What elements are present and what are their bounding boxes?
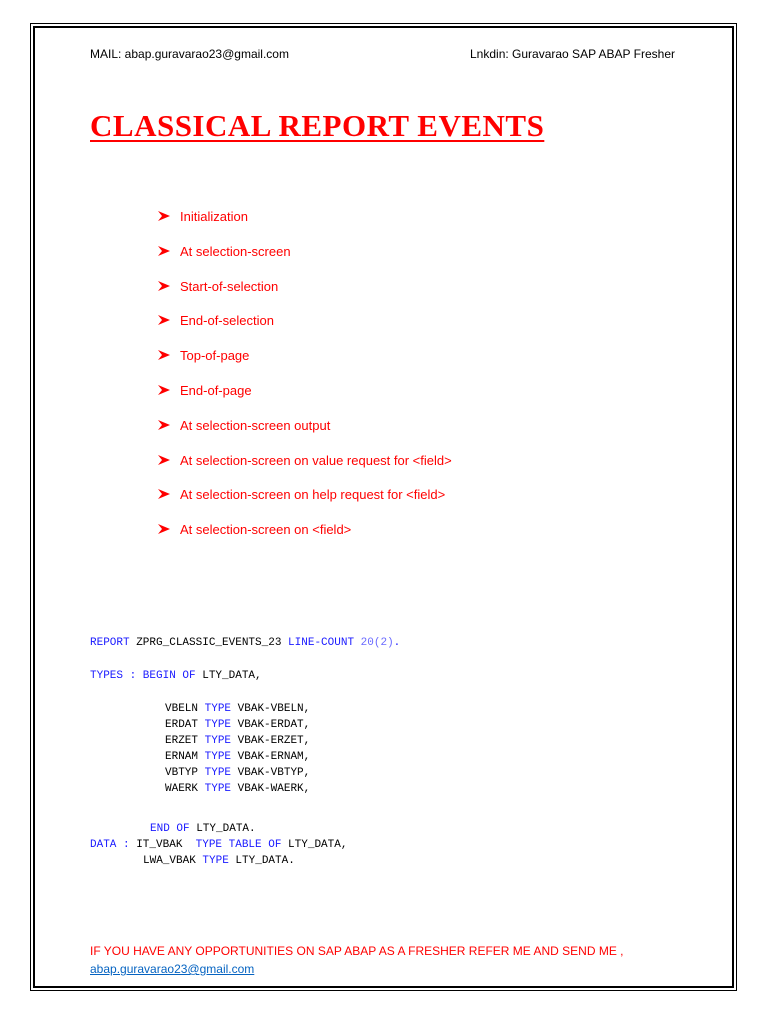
event-label: Top-of-page <box>180 348 250 364</box>
code-field-type: VBAK-ERDAT, <box>237 719 311 731</box>
arrow-bullet-icon <box>158 453 180 467</box>
event-list-item <box>158 522 452 557</box>
code-field-type: VBAK-VBTYP, <box>237 767 311 779</box>
arrow-bullet-icon <box>158 522 180 536</box>
code-field-line <box>165 782 310 796</box>
arrow-bullet-icon <box>158 418 180 432</box>
code-text: LTY_DATA, <box>195 670 262 682</box>
event-label: At selection-screen <box>180 243 291 259</box>
arrow-bullet-icon <box>158 383 180 397</box>
footer-email-link[interactable]: abap.guravarao23@gmail.com <box>90 962 255 976</box>
code-text: IT_VBAK <box>129 839 196 851</box>
code-text: LWA_VBAK <box>143 855 203 867</box>
code-keyword: LINE-COUNT <box>288 637 355 649</box>
code-types-line <box>90 669 262 683</box>
code-keyword: TYPE <box>204 735 232 747</box>
code-text: LTY_DATA. <box>189 823 256 835</box>
event-label: End-of-page <box>180 382 252 398</box>
code-report-line <box>90 636 400 650</box>
arrow-bullet-icon <box>158 244 180 258</box>
event-list-item <box>158 453 452 488</box>
arrow-bullet-icon <box>158 348 180 362</box>
code-field-line <box>165 750 310 764</box>
code-field-name: ERZET <box>165 735 199 747</box>
header-mail: MAIL: abap.guravarao23@gmail.com <box>90 47 289 61</box>
code-data-line <box>90 838 347 852</box>
arrow-bullet-icon <box>158 209 180 223</box>
header-linkedin: Lnkdin: Guravarao SAP ABAP Fresher <box>470 47 676 61</box>
code-field-line <box>165 702 310 716</box>
code-keyword: TYPE <box>202 855 229 867</box>
event-list-item <box>158 487 452 522</box>
code-end-of-line <box>150 822 256 836</box>
code-field-line <box>165 734 310 748</box>
event-label: At selection-screen on <field> <box>180 522 352 538</box>
code-lwa-line <box>143 854 295 868</box>
code-text: . <box>393 637 401 649</box>
code-field-line <box>165 766 310 780</box>
code-keyword: TYPE <box>204 719 232 731</box>
event-label: At selection-screen output <box>180 417 331 433</box>
code-keyword: TYPE <box>204 767 232 779</box>
code-keyword: END OF <box>150 823 190 835</box>
event-list-item <box>158 279 452 314</box>
code-text: LTY_DATA. <box>228 855 295 867</box>
code-keyword: TYPES : BEGIN OF <box>90 670 196 682</box>
event-list-item <box>158 418 452 453</box>
event-list-item <box>158 209 452 244</box>
arrow-bullet-icon <box>158 279 180 293</box>
code-keyword: TYPE <box>204 751 232 763</box>
event-list-item <box>158 313 452 348</box>
page-title: CLASSICAL REPORT EVENTS <box>90 108 545 143</box>
code-keyword: TYPE <box>204 783 232 795</box>
code-field-name: ERNAM <box>165 751 199 763</box>
event-list-item <box>158 383 452 418</box>
code-keyword: REPORT <box>90 637 130 649</box>
event-label: At selection-screen on help request for <field> <box>180 487 446 503</box>
code-field-type: VBAK-ERNAM, <box>237 751 311 763</box>
code-field-type: VBAK-VBELN, <box>237 703 311 715</box>
code-field-type: VBAK-WAERK, <box>237 783 311 795</box>
event-label: Initialization <box>180 209 248 224</box>
event-list-item <box>158 348 452 383</box>
arrow-bullet-icon <box>158 487 180 501</box>
event-list-item <box>158 244 452 279</box>
code-field-name: VBTYP <box>165 767 199 779</box>
code-keyword: TYPE TABLE OF <box>195 839 282 851</box>
code-keyword: DATA : <box>90 839 130 851</box>
code-field-line <box>165 718 310 732</box>
code-field-name: ERDAT <box>165 719 199 731</box>
code-number: 20(2) <box>354 637 394 649</box>
code-field-type: VBAK-ERZET, <box>237 735 311 747</box>
arrow-bullet-icon <box>158 313 180 327</box>
events-list <box>158 209 452 557</box>
code-field-name: VBELN <box>165 703 199 715</box>
event-label: At selection-screen on value request for <field> <box>180 452 452 468</box>
event-label: End-of-selection <box>180 313 274 329</box>
event-label: Start-of-selection <box>180 278 279 294</box>
footer-text: IF YOU HAVE ANY OPPORTUNITIES ON SAP ABAP AS A FRESHER REFER ME AND SEND ME , <box>90 944 624 958</box>
code-text: LTY_DATA, <box>281 839 348 851</box>
code-text: ZPRG_CLASSIC_EVENTS_23 <box>129 637 289 649</box>
code-keyword: TYPE <box>204 703 232 715</box>
code-field-name: WAERK <box>165 783 199 795</box>
